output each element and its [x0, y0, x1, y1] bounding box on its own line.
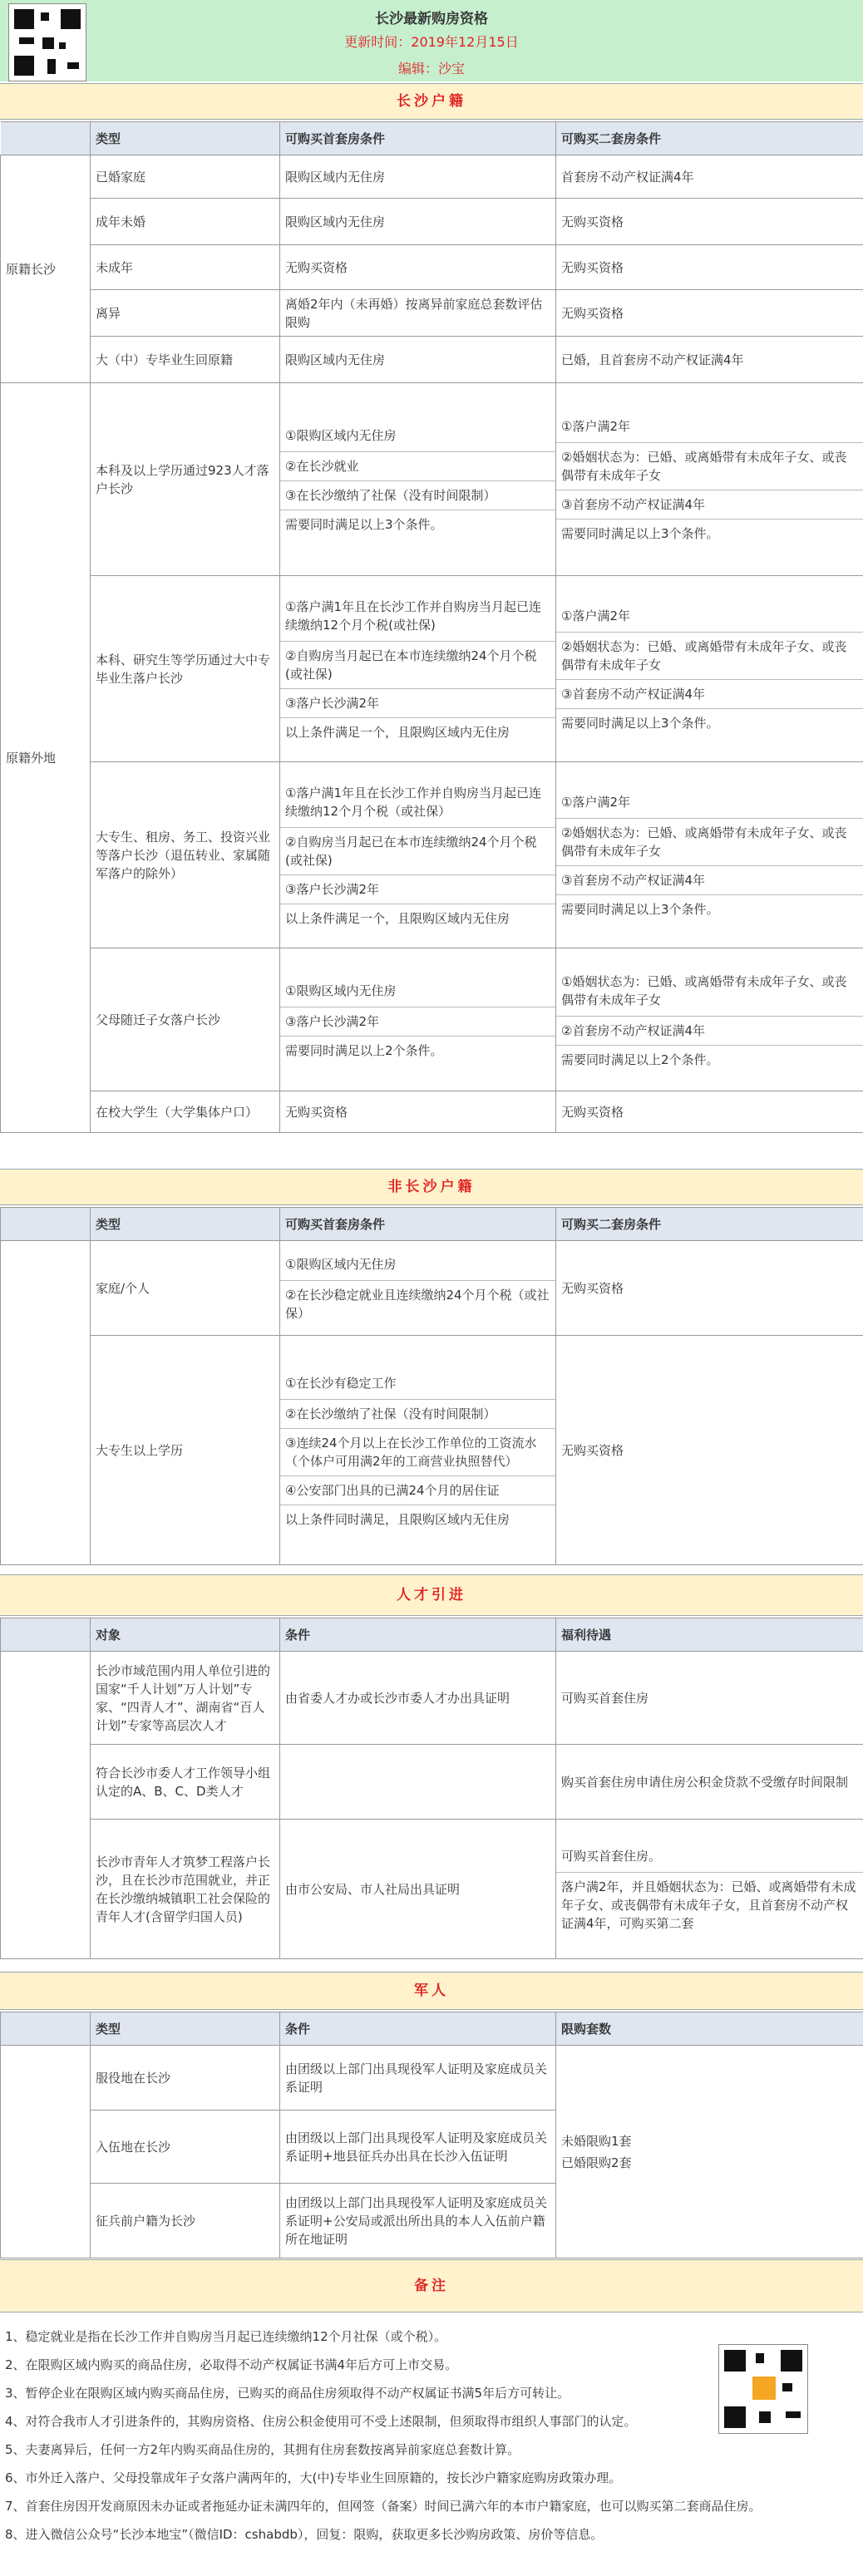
table-row: 大（中）专毕业生回原籍 限购区域内无住房 已婚，且首套房不动产权证满4年 — [1, 337, 863, 383]
table-row: 离异 离婚2年内（未再婚）按离异前家庭总套数评估限购 无购买资格 — [1, 290, 863, 337]
page-header — [0, 0, 863, 81]
section-talent: 人才引进 — [0, 1574, 863, 1616]
table-row: 入伍地在长沙 由团级以上部门出具现役军人证明及家庭成员关系证明+地县征兵办出具在长沙入伍证明 — [1, 2111, 863, 2184]
table-row: 服役地在长沙 由团级以上部门出具现役军人证明及家庭成员关系证明 未婚限购1套 已婚限购2套 — [1, 2046, 863, 2111]
wechat-qr-icon[interactable] — [718, 2344, 808, 2434]
table-row: 家庭/个人 ①限购区域内无住房 ②在长沙稳定就业且连续缴纳24个月个税（或社保） 无购买资格 — [1, 1241, 863, 1336]
note-item: 3、暂停企业在限购区域内购买商品住房，已购买的商品住房须取得不动产权属证书满5年后方可转让。 — [5, 2386, 570, 2401]
table-header-row: 对象 条件 福利待遇 — [1, 1618, 863, 1652]
editor-label: 编辑：沙宝 — [397, 61, 465, 76]
note-item: 7、首套住房因开发商原因未办证或者拖延办证未满四年的，但网签（备案）时间已满六年的本市户籍家庭，也可以购买第二套商品住房。 — [5, 2499, 762, 2514]
section-military: 军人 — [0, 1972, 863, 2010]
hukou-table — [0, 121, 863, 1133]
update-time: 更新时间：2019年12月15日 — [344, 34, 519, 50]
col-type: 类型 — [91, 122, 280, 155]
table-row: 父母随迁子女落户长沙 ①限购区域内无住房 ③落户长沙满2年 需要同时满足以上2个条件。 ①婚姻状态为：已婚、或离婚带有未成年子女、或丧偶带有未成年子女 ②首套房不动产权证满4年 需要同时满足以上2个条件。 — [1, 948, 863, 1091]
note-item: 6、市外迁入落户、父母投靠成年子女落户满两年的，大(中)专毕业生回原籍的，按长沙户籍家庭购房政策办理。 — [5, 2470, 622, 2485]
table-row: 符合长沙市委人才工作领导小组认定的A、B、C、D类人才 购买首套住房申请住房公积金贷款不受缴存时间限制 — [1, 1745, 863, 1820]
note-item: 2、在限购区域内购买的商品住房，必取得不动产权属证书满4年后方可上市交易。 — [5, 2357, 458, 2372]
section-nonhukou: 非长沙户籍 — [0, 1169, 863, 1205]
table-row: 在校大学生（大学集体户口） 无购买资格 无购买资格 — [1, 1091, 863, 1133]
group-label-nonnative: 原籍外地 — [1, 383, 91, 1133]
table-header-row: 类型 可购买首套房条件 可购买二套房条件 — [1, 1208, 863, 1241]
military-table — [0, 2012, 863, 2258]
table-row: 长沙市青年人才筑梦工程落户长沙，且在长沙市范围就业，并正在长沙缴纳城镇职工社会保险的青年人才(含留学归国人员) 由市公安局、市人社局出具证明 可购买首套住房。 落户满2年，并且婚姻状态为：已婚、或离婚带有未成年子女、或丧偶带有未成年子女，且首套房不动产权证满4年，可购买第二套 — [1, 1820, 863, 1959]
table-header-row: 类型 条件 限购套数 — [1, 2012, 863, 2046]
table-row: 长沙市域范围内用人单位引进的国家“千人计划”万人计划”专家、“四青人才”、湖南省“百人计划”专家等高层次人才 由省委人才办或长沙市委人才办出具证明 可购买首套住房 — [1, 1652, 863, 1745]
cell-conditions: ①限购区域内无住房 ②在长沙就业 ③在长沙缴纳了社保（没有时间限制） 需要同时满足以上3个条件。 — [280, 383, 556, 576]
table-row: 原籍外地 本科及以上学历通过923人才落户长沙 ①限购区域内无住房 ②在长沙就业 ③在长沙缴纳了社保（没有时间限制） 需要同时满足以上3个条件。 ①落户满2年 ②婚姻状态为：已婚、或离婚带有未成年子女、或丧偶带有未成年子女 ③首套房不动产权证满4年 需要同时满足以上3个条件。 — [1, 383, 863, 576]
section-hukou: 长沙户籍 — [0, 83, 863, 120]
table-row: 未成年 无购买资格 无购买资格 — [1, 245, 863, 290]
group-label-native: 原籍长沙 — [1, 155, 91, 383]
note-item: 8、进入微信公众号“长沙本地宝”（微信ID：cshabdb），回复：限购，获取更多长沙购房政策、房价等信息。 — [5, 2527, 604, 2542]
note-item: 1、稳定就业是指在长沙工作并自购房当月起已连续缴纳12个月社保（或个税）。 — [5, 2329, 447, 2344]
note-item: 4、对符合我市人才引进条件的，其购房资格、住房公积金使用可不受上述限制，但须取得市组织人事部门的认定。 — [5, 2414, 637, 2429]
table-row: 成年未婚 限购区域内无住房 无购买资格 — [1, 199, 863, 245]
table-row: 征兵前户籍为长沙 由团级以上部门出具现役军人证明及家庭成员关系证明+公安局或派出所出具的本人入伍前户籍所在地证明 — [1, 2184, 863, 2258]
table-row: 大专生、租房、务工、投资兴业等落户长沙（退伍转业、家属随军落户的除外） ①落户满1年且在长沙工作并自购房当月起已连续缴纳12个月个税（或社保） ②自购房当月起已在本市连续缴纳24个月个税(或社保) ③落户长沙满2年 以上条件满足一个，且限购区域内无住房 ①落户满2年 ②婚姻状态为：已婚、或离婚带有未成年子女、或丧偶带有未成年子女 ③首套房不动产权证满4年 需要同时满足以上3个条件。 — [1, 762, 863, 948]
section-remarks: 备注 — [0, 2259, 863, 2312]
table-row: 本科、研究生等学历通过大中专毕业生落户长沙 ①落户满1年且在长沙工作并自购房当月起已连续缴纳12个月个税(或社保) ②自购房当月起已在本市连续缴纳24个月个税(或社保) ③落户长沙满2年 以上条件满足一个，且限购区域内无住房 ①落户满2年 ②婚姻状态为：已婚、或离婚带有未成年子女、或丧偶带有未成年子女 ③首套房不动产权证满4年 需要同时满足以上3个条件。 — [1, 576, 863, 762]
nonhukou-table — [0, 1207, 863, 1565]
table-row: 大专生以上学历 ①在长沙有稳定工作 ②在长沙缴纳了社保（没有时间限制） ③连续24个月以上在长沙工作单位的工资流水（个体户可用满2年的工商营业执照替代） ④公安部门出具的已满24个月的居住证 以上条件同时满足，且限购区域内无住房 无购买资格 — [1, 1336, 863, 1565]
col-second-home: 可购买二套房条件 — [556, 122, 863, 155]
talent-table — [0, 1618, 863, 1959]
table-row: 原籍长沙 已婚家庭 限购区域内无住房 首套房不动产权证满4年 — [1, 155, 863, 199]
table-header-row — [1, 122, 863, 155]
page-title: 长沙最新购房资格 — [375, 11, 488, 27]
col-first-home: 可购买首套房条件 — [280, 122, 556, 155]
note-item: 5、夫妻离异后，任何一方2年内购买商品住房的，其拥有住房套数按离异前家庭总套数计算。 — [5, 2442, 520, 2457]
cell-conditions: ①落户满2年 ②婚姻状态为：已婚、或离婚带有未成年子女、或丧偶带有未成年子女 ③首套房不动产权证满4年 需要同时满足以上3个条件。 — [556, 383, 863, 576]
